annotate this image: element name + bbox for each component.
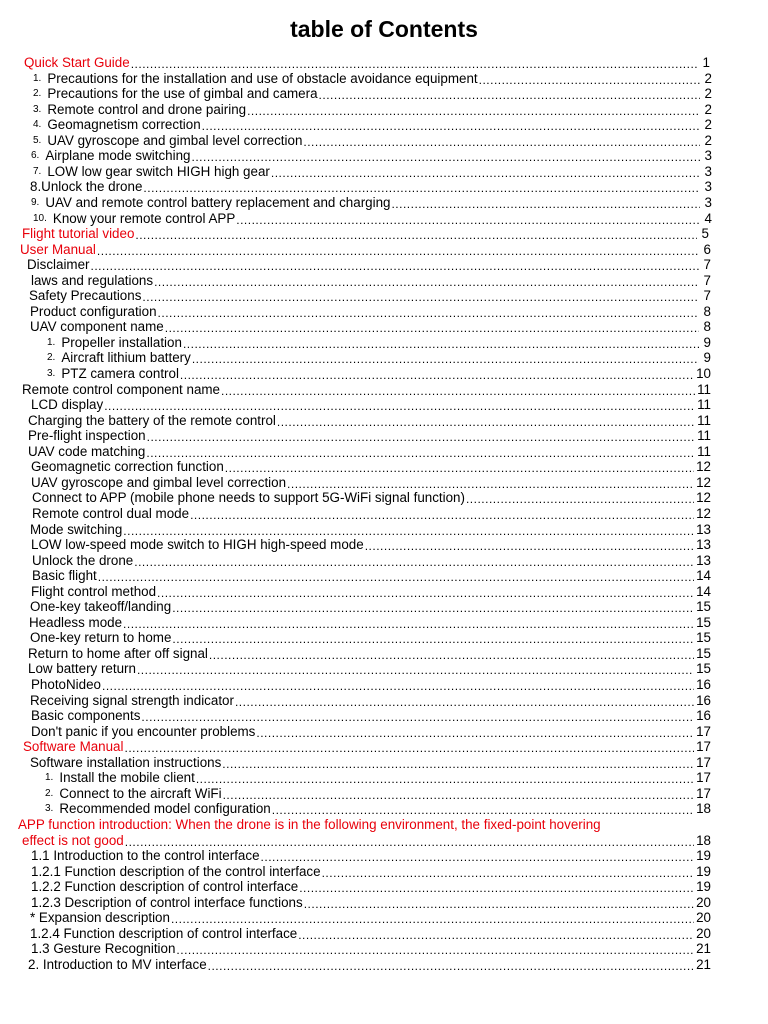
toc-entry[interactable] (33, 70, 712, 86)
toc-entry[interactable] (31, 474, 711, 490)
toc-entry[interactable] (31, 676, 711, 692)
toc-entry-label: PTZ camera control (61, 366, 179, 381)
dot-leader (256, 727, 694, 739)
toc-entry-label: effect is not good (22, 832, 124, 848)
dot-leader (247, 105, 700, 117)
dot-leader (272, 804, 694, 816)
toc-entry[interactable] (27, 256, 711, 272)
toc-entry-number: 3. (45, 803, 54, 815)
toc-entry[interactable] (23, 738, 711, 754)
toc-entry[interactable] (28, 443, 711, 459)
toc-entry-page-number: 2 (704, 101, 712, 117)
toc-entry[interactable] (30, 521, 711, 537)
toc-entry-page-number: 11 (697, 412, 711, 428)
dot-leader (223, 789, 695, 801)
toc-entry[interactable] (47, 334, 711, 350)
toc-entry[interactable] (31, 536, 711, 552)
dot-leader (180, 369, 694, 381)
toc-entry[interactable] (30, 318, 711, 334)
dot-leader (172, 633, 694, 645)
dot-leader (134, 556, 694, 568)
toc-entry-label: Precautions for the use of gimbal and camera (47, 86, 318, 102)
toc-entry-number: 2. (47, 352, 56, 364)
toc-entry-page-number: 12 (696, 459, 711, 475)
dot-leader (98, 571, 694, 583)
dot-leader (365, 540, 694, 552)
toc-entry-page-number: 4 (704, 210, 712, 226)
toc-entry[interactable] (31, 940, 711, 956)
dot-leader (131, 58, 698, 70)
toc-entry-label: Return to home after off signal (28, 645, 208, 661)
dot-leader (287, 478, 694, 490)
toc-entry[interactable] (31, 194, 712, 210)
toc-entry[interactable] (31, 272, 711, 288)
toc-entry-label: Know your remote control APP (52, 210, 236, 226)
toc-entry[interactable] (31, 723, 711, 739)
toc-entry-label: Precautions for the installation and use of obstacle avoidance equipment (47, 70, 478, 86)
toc-entry-label: * Expansion description (30, 910, 170, 926)
toc-entry-page-number: 20 (696, 910, 711, 926)
toc-entry-number: 2. (45, 787, 54, 799)
toc-entry-number: 6. (31, 150, 40, 162)
toc-entry-page-number: 15 (696, 614, 711, 630)
toc-entry-label: Pre-flight inspection (28, 428, 146, 444)
toc-entry-label: laws and regulations (31, 272, 154, 288)
dot-leader (171, 913, 694, 925)
toc-entry[interactable] (20, 241, 711, 257)
dot-leader (277, 416, 695, 428)
dot-leader (137, 664, 694, 676)
toc-entry[interactable] (24, 54, 710, 70)
toc-entry-page-number: 18 (696, 801, 711, 817)
toc-entry-page-number: 20 (696, 894, 711, 910)
toc-entry-label: Basic components (31, 708, 141, 724)
dot-leader (322, 867, 695, 879)
toc-entry-page-number: 19 (696, 848, 711, 864)
toc-entry-page-number: 8 (703, 319, 711, 335)
toc-entry[interactable] (33, 210, 712, 226)
toc-entry[interactable] (28, 645, 711, 661)
toc-entry[interactable] (29, 614, 711, 630)
toc-entry-page-number: 15 (696, 599, 711, 615)
toc-entry-label: UAV gyroscope and gimbal level correction (31, 474, 287, 490)
toc-entry[interactable] (30, 178, 712, 194)
dot-leader (202, 120, 700, 132)
dot-leader (208, 960, 694, 972)
dot-leader (236, 214, 700, 226)
toc-entry-page-number: 16 (696, 692, 711, 708)
toc-entry-label: LOW low-speed mode switch to HIGH high-speed mode (31, 537, 364, 553)
toc-entry-label: LOW low gear switch HIGH high gear (47, 163, 270, 179)
toc-entry[interactable] (28, 956, 711, 972)
dot-leader (135, 229, 697, 241)
dot-leader (221, 385, 695, 397)
toc-entry[interactable] (28, 660, 711, 676)
toc-entry-page-number: 6 (703, 241, 711, 257)
dot-leader (157, 587, 694, 599)
toc-entry-page-number: 3 (704, 163, 712, 179)
toc-entry-label: Propeller installation (61, 334, 182, 350)
toc-entry-label: LCD display (31, 397, 104, 413)
dot-leader (271, 167, 700, 179)
dot-leader (479, 74, 700, 86)
toc-entry[interactable] (31, 396, 711, 412)
toc-entry[interactable] (47, 349, 711, 365)
toc-entry[interactable] (33, 132, 712, 148)
toc-entry-label: APP function introduction: When the drone is in the following environment, the fixed-point hovering (18, 816, 601, 832)
toc-entry[interactable] (33, 163, 712, 179)
toc-entry[interactable] (31, 863, 711, 879)
toc-entry-page-number: 17 (696, 723, 711, 739)
toc-entry-page-number: 3 (704, 194, 712, 210)
toc-entry-label: Quick Start Guide (24, 55, 130, 70)
dot-leader (319, 89, 700, 101)
dot-leader (172, 602, 694, 614)
toc-entry-label: 1.3 Gesture Recognition (31, 941, 176, 957)
toc-entry-label: Mode switching (30, 521, 123, 537)
toc-entry-page-number: 14 (696, 583, 711, 599)
dot-leader (391, 198, 700, 210)
toc-entry[interactable] (28, 427, 711, 443)
toc-entry-number: 2. (33, 88, 42, 100)
dot-leader (154, 276, 699, 288)
toc-entry-label: Recommended model configuration (59, 801, 271, 817)
toc-entry-page-number: 21 (696, 956, 711, 972)
toc-entry-page-number: 16 (696, 677, 711, 692)
toc-entry-number: 3. (47, 368, 56, 379)
toc-entry[interactable] (33, 116, 712, 132)
toc-entry-page-number: 11 (697, 397, 711, 413)
toc-entry[interactable] (31, 878, 711, 894)
toc-entry-page-number: 19 (696, 863, 711, 879)
toc-entry-label: Software installation instructions (30, 754, 222, 770)
toc-entry-page-number: 17 (696, 739, 711, 755)
toc-entry-label: 1.2.3 Description of control interface functions (31, 894, 303, 910)
toc-entry-label: UAV gyroscope and gimbal level correction (47, 132, 303, 148)
toc-entry[interactable] (47, 365, 711, 381)
dot-leader (190, 509, 694, 521)
toc-entry[interactable] (32, 567, 711, 583)
dot-leader (209, 649, 694, 661)
toc-entry-page-number: 11 (697, 381, 711, 397)
toc-entry-page-number: 12 (696, 490, 711, 506)
toc-entry-label: Safety Precautions (29, 288, 142, 304)
toc-entry[interactable] (30, 754, 711, 770)
dot-leader (142, 291, 699, 303)
toc-entry-page-number: 11 (697, 443, 711, 459)
toc-entry-label: Flight tutorial video (22, 226, 135, 242)
toc-entry[interactable] (32, 489, 711, 505)
toc-entry-label: One-key return to home (30, 630, 172, 646)
toc-entry-page-number: 13 (696, 537, 711, 553)
toc-entry[interactable] (31, 847, 711, 863)
toc-entry[interactable] (30, 925, 711, 941)
toc-entry-label: Remote control dual mode (32, 505, 190, 521)
toc-entry-number: 1. (45, 772, 54, 784)
toc-entry-label: Product configuration (30, 303, 157, 319)
toc-entry-page-number: 13 (696, 521, 711, 537)
toc-entry-number: 5. (33, 134, 42, 146)
toc-entry[interactable] (33, 101, 712, 117)
toc-entry-page-number: 12 (696, 474, 711, 490)
dot-leader (298, 929, 694, 941)
dot-leader (235, 696, 694, 708)
dot-leader (304, 898, 694, 910)
toc-entry-label: Receiving signal strength indicator (30, 692, 234, 708)
toc-entry-page-number: 19 (696, 879, 711, 895)
dot-leader (191, 151, 700, 163)
toc-entry[interactable] (31, 583, 711, 599)
toc-entry-label: Disclaimer (27, 257, 90, 273)
toc-entry-label: 1.1 Introduction to the control interface (31, 848, 260, 864)
dot-leader (192, 353, 699, 365)
toc-entry[interactable] (22, 832, 711, 848)
toc-entry-page-number: 17 (696, 785, 711, 801)
toc-entry-page-number: 9 (703, 350, 711, 366)
toc-entry-label: 8.Unlock the drone (30, 179, 143, 195)
toc-entry-page-number: 15 (696, 645, 711, 661)
toc-entry-label: Remote control component name (22, 381, 220, 397)
toc-entry-label: Flight control method (31, 583, 157, 599)
toc-entry-label: Charging the battery of the remote control (28, 412, 276, 428)
toc-entry-page-number: 10 (696, 366, 711, 381)
toc-entry-label: Basic flight (32, 568, 97, 584)
toc-entry-label: Geomagnetic correction function (31, 459, 224, 475)
toc-entry-label: 1.2.4 Function description of control interface (30, 925, 298, 941)
toc-entry-page-number: 18 (696, 832, 711, 848)
dot-leader (143, 182, 700, 194)
dot-leader (102, 680, 694, 692)
toc-entry-page-number: 20 (696, 925, 711, 941)
toc-entry[interactable] (45, 785, 711, 801)
toc-entry-page-number: 15 (696, 630, 711, 646)
toc-entry[interactable] (32, 505, 711, 521)
toc-entry-page-number: 7 (703, 272, 711, 288)
toc-entry-page-number: 8 (703, 303, 711, 319)
toc-entry-label: Low battery return (28, 661, 136, 677)
dot-leader (158, 307, 699, 319)
toc-entry-page-number: 16 (696, 708, 711, 724)
page-title: table of Contents (290, 16, 478, 42)
toc-entry-label: 2. Introduction to MV interface (28, 956, 207, 972)
toc-entry-label: Install the mobile client (59, 770, 195, 786)
toc-entry-page-number: 12 (696, 505, 711, 521)
toc-entry[interactable] (29, 287, 711, 303)
toc-entry[interactable] (22, 225, 709, 241)
toc-entry-page-number: 3 (704, 148, 712, 164)
toc-entry[interactable] (45, 800, 711, 816)
dot-leader (176, 944, 694, 956)
toc-entry[interactable] (33, 85, 712, 101)
toc-entry-page-number: 1 (702, 55, 710, 70)
toc-entry-page-number: 14 (696, 568, 711, 584)
dot-leader (299, 882, 694, 894)
dot-leader (147, 431, 695, 443)
dot-leader (91, 260, 700, 272)
dot-leader (123, 525, 694, 537)
dot-leader (124, 742, 694, 754)
toc-entry-label: Headless mode (29, 614, 123, 630)
toc-entry-number: 4. (33, 119, 42, 131)
toc-entry[interactable] (32, 552, 711, 568)
dot-leader (104, 400, 695, 412)
toc-entry-page-number: 9 (703, 334, 711, 350)
toc-entry-label: Connect to APP (mobile phone needs to support 5G-WiFi signal function) (32, 490, 465, 506)
toc-entry-label: Connect to the aircraft WiFi (59, 785, 222, 801)
dot-leader (225, 462, 694, 474)
dot-leader (466, 493, 694, 505)
toc-entry-page-number: 21 (696, 941, 711, 957)
dot-leader (123, 618, 694, 630)
toc-entry-label: Don't panic if you encounter problems (31, 723, 256, 739)
toc-entry-number: 3. (33, 103, 42, 115)
toc-entry-page-number: 13 (696, 552, 711, 568)
dot-leader (146, 447, 695, 459)
dot-leader (261, 851, 695, 863)
toc-entry-page-number: 2 (704, 70, 712, 86)
toc-entry-label: Software Manual (23, 739, 124, 755)
toc-entry-label: Remote control and drone pairing (47, 101, 247, 117)
toc-entry-page-number: 7 (703, 257, 711, 273)
dot-leader (183, 338, 699, 350)
toc-entry-number: 7. (33, 165, 42, 177)
toc-entry-label: Geomagnetism correction (47, 117, 201, 133)
toc-entry-label: Aircraft lithium battery (61, 350, 191, 366)
toc-entry[interactable] (45, 769, 711, 785)
toc-entry[interactable] (30, 598, 711, 614)
toc-entry-page-number: 2 (704, 132, 712, 148)
toc-entry-number: 1. (47, 336, 56, 348)
toc-entry-number: 1. (33, 72, 42, 84)
toc-entry-label: One-key takeoff/landing (30, 599, 172, 615)
toc-entry-page-number: 2 (704, 117, 712, 133)
toc-entry-label: UAV code matching (28, 443, 146, 459)
dot-leader (303, 136, 700, 148)
toc-entry-page-number: 3 (704, 179, 712, 195)
toc-entry-label: UAV component name (30, 319, 164, 335)
toc-entry[interactable] (31, 707, 711, 723)
toc-entry[interactable] (30, 692, 711, 708)
toc-entry[interactable] (18, 816, 711, 832)
toc-entry[interactable] (31, 147, 712, 163)
toc-entry[interactable] (30, 303, 711, 319)
toc-entry-label: Airplane mode switching (45, 148, 191, 164)
toc-entry-label: UAV and remote control battery replacement and charging (45, 194, 391, 210)
toc-entry-label: 1.2.1 Function description of the control interface (31, 863, 321, 879)
dot-leader (196, 773, 694, 785)
toc-entry-label: 1.2.2 Function description of control interface (31, 879, 299, 895)
dot-leader (125, 836, 694, 848)
toc-entry[interactable] (30, 909, 711, 925)
toc-entry-number: 9. (31, 196, 40, 208)
toc-entry-page-number: 2 (704, 86, 712, 102)
toc-entry[interactable] (30, 629, 711, 645)
toc-entry-label: User Manual (20, 241, 96, 257)
toc-entry-page-number: 11 (697, 428, 711, 444)
toc-entry-page-number: 5 (701, 226, 709, 242)
dot-leader (222, 758, 694, 770)
dot-leader (165, 322, 699, 334)
toc-entry-page-number: 17 (696, 754, 711, 770)
toc-entry-page-number: 17 (696, 770, 711, 786)
toc-entry-label: Unlock the drone (32, 552, 134, 568)
toc-entry-page-number: 15 (696, 661, 711, 677)
toc-entry-number: 10. (33, 212, 47, 224)
dot-leader (141, 711, 694, 723)
toc-entry[interactable] (31, 894, 711, 910)
toc-entry[interactable] (31, 458, 711, 474)
toc-entry-page-number: 7 (703, 288, 711, 304)
toc-entry[interactable] (28, 412, 711, 428)
toc-entry[interactable] (22, 381, 711, 397)
dot-leader (97, 245, 699, 257)
toc-entry-label: PhotoNideo (31, 677, 101, 692)
